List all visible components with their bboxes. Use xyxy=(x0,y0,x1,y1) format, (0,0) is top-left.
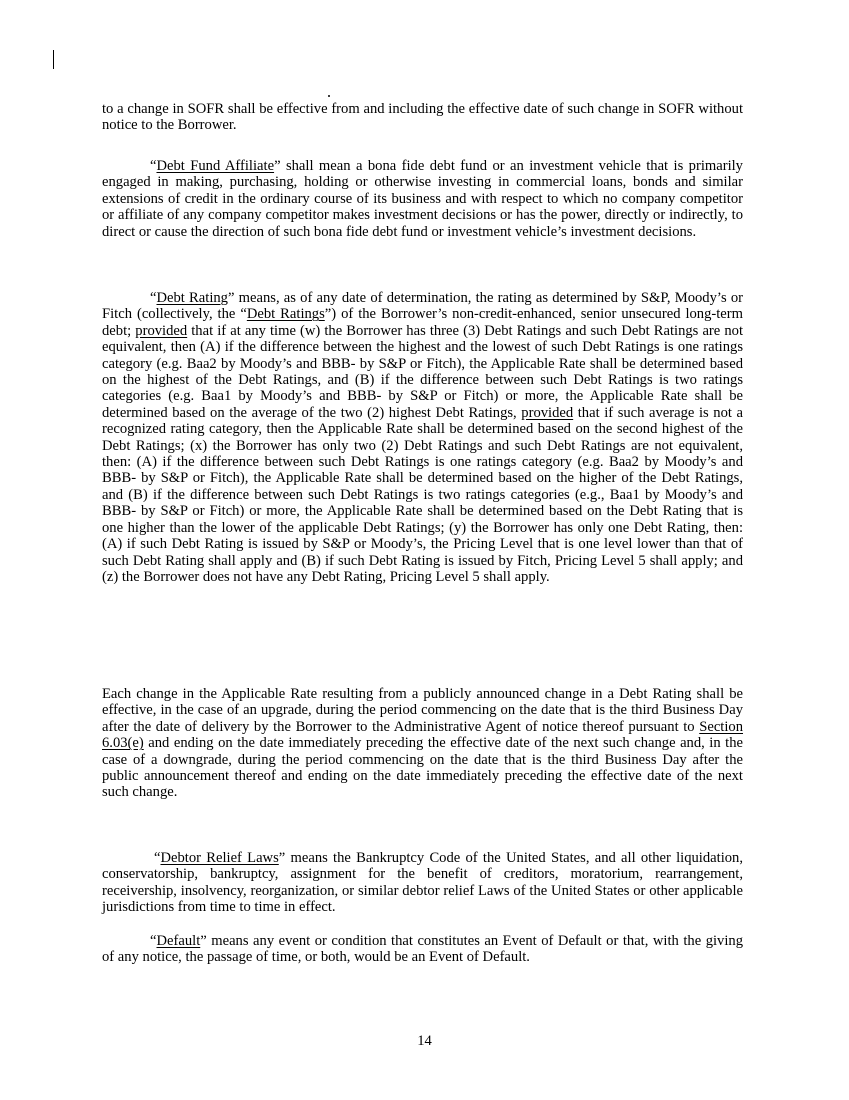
definition-text: ” shall mean a bona fide debt fund or an investment vehicle that is primarily engaged in making, purchasing, holding or otherwise investing in commercial loans, bonds and similar extensions of credit in the ordinary course of its business and with respect to which no company competitor or affiliate of any company competitor makes investment decisions or has the power, directly or indirectly, to direct or cause the direction of such bona fide debt fund or investment vehicle’s investment decisions. xyxy=(102,158,743,240)
definition-text-a: ” means, as of any date of determination, the rating as determined by S&P, Moody’s or Fitch (collectively, the “ xyxy=(102,290,743,323)
defined-term-default: Default xyxy=(156,933,201,949)
paragraph-text-b: and ending on the date immediately preceding the effective date of the next such change and, in the case of a downgrade, during the period commencing on the date that is the third Business Day after the public announcement thereof and ending on the date immediately preceding the effective date of the next such change. xyxy=(102,735,743,801)
paragraph-sofr-continuation xyxy=(102,101,743,134)
paragraph-text-a: Each change in the Applicable Rate resulting from a publicly announced change in a Debt Rating shall be effective, in the case of an upgrade, during the period commencing on the date that is the third Business Day after the date of delivery by the Borrower to the Administrative Agent of notice thereof pursuant to xyxy=(102,686,743,735)
defined-term-debt-ratings: Debt Ratings xyxy=(246,306,325,323)
open-quote: “ xyxy=(150,290,157,306)
text-cursor-mark xyxy=(53,50,54,69)
open-quote: “ xyxy=(150,158,157,174)
paragraph-text: to a change in SOFR shall be effective from and including the effective date of such change in SOFR without notice to the Borrower. xyxy=(102,101,743,134)
definition-default xyxy=(102,933,743,966)
defined-term-debt-fund-affiliate: Debt Fund Affiliate xyxy=(156,158,275,174)
paragraph-applicable-rate-change xyxy=(102,686,743,801)
provided-keyword-2: provided xyxy=(521,404,574,421)
provided-keyword-1: provided xyxy=(135,322,188,339)
page-number: 14 xyxy=(417,1033,432,1049)
definition-debt-fund-affiliate xyxy=(102,158,743,240)
section-reference: Section 6.03(e) xyxy=(102,718,743,752)
definition-debt-rating xyxy=(102,290,743,585)
definition-text-b: ”) of the Borrower’s non-credit-enhanced, senior unsecured long-term debt; xyxy=(102,306,743,339)
definition-text-c: that if at any time (w) the Borrower has three (3) Debt Ratings and such Debt Ratings are not equivalent, then (A) if the difference between the highest and the lowest of such Debt Ratings is one ratings category (e.g. Baa2 by Moody’s and BBB- by S&P or Fitch), the Applicable Rate shall be determined based on the highest of the Debt Ratings, and (B) if the difference between such Debt Ratings is two ratings categories (e.g. Baa1 by Moody’s and BBB- by S&P or Fitch) or more, the Applicable Rate shall be determined based on the average of the two (2) highest Debt Ratings, xyxy=(102,322,743,421)
definition-text: ” means any event or condition that constitutes an Event of Default or that, with the giving of any notice, the passage of time, or both, would be an Event of Default. xyxy=(102,933,743,966)
defined-term-debt-rating: Debt Rating xyxy=(156,290,228,306)
defined-term-debtor-relief-laws: Debtor Relief Laws xyxy=(160,850,279,866)
open-quote: “ xyxy=(150,933,157,949)
definition-text-d: that if such average is not a recognized rating category, then the Applicable Rate shall be determined based on the second highest of the Debt Ratings; (x) the Borrower has only two (2) Debt Ratings and such Debt Ratings are not equivalent, then: (A) if the difference between such Debt Ratings is one ratings category (e.g. Baa2 by Moody’s and BBB- by S&P or Fitch), the Applicable Rate shall be determined based on the higher of the Debt Ratings, and (B) if the difference between such Debt Ratings is two ratings categories (e.g., Baa1 by Moody’s and BBB- by S&P or Fitch) or more, the Applicable Rate shall be determined based on the Debt Rating that is one higher than the lower of the applicable Debt Ratings; (y) the Borrower has only one Debt Rating, then: (A) if such Debt Rating is issued by S&P or Moody’s, the Pricing Level that is one level lower than that of such Debt Rating shall apply and (B) if such Debt Rating is issued by Fitch, Pricing Level 5 shall apply; and (z) the Borrower does not have any Debt Rating, Pricing Level 5 shall apply. xyxy=(102,404,743,585)
stray-dot-mark xyxy=(328,95,330,97)
definition-text: ” means the Bankruptcy Code of the United States, and all other liquidation, conservatorship, bankruptcy, assignment for the benefit of creditors, moratorium, rearrangement, receivership, insolvency, reorganization, or similar debtor relief Laws of the United States or other applicable jurisdictions from time to time in effect. xyxy=(102,850,743,916)
definition-debtor-relief-laws xyxy=(102,850,743,916)
open-quote: “ xyxy=(154,850,161,866)
